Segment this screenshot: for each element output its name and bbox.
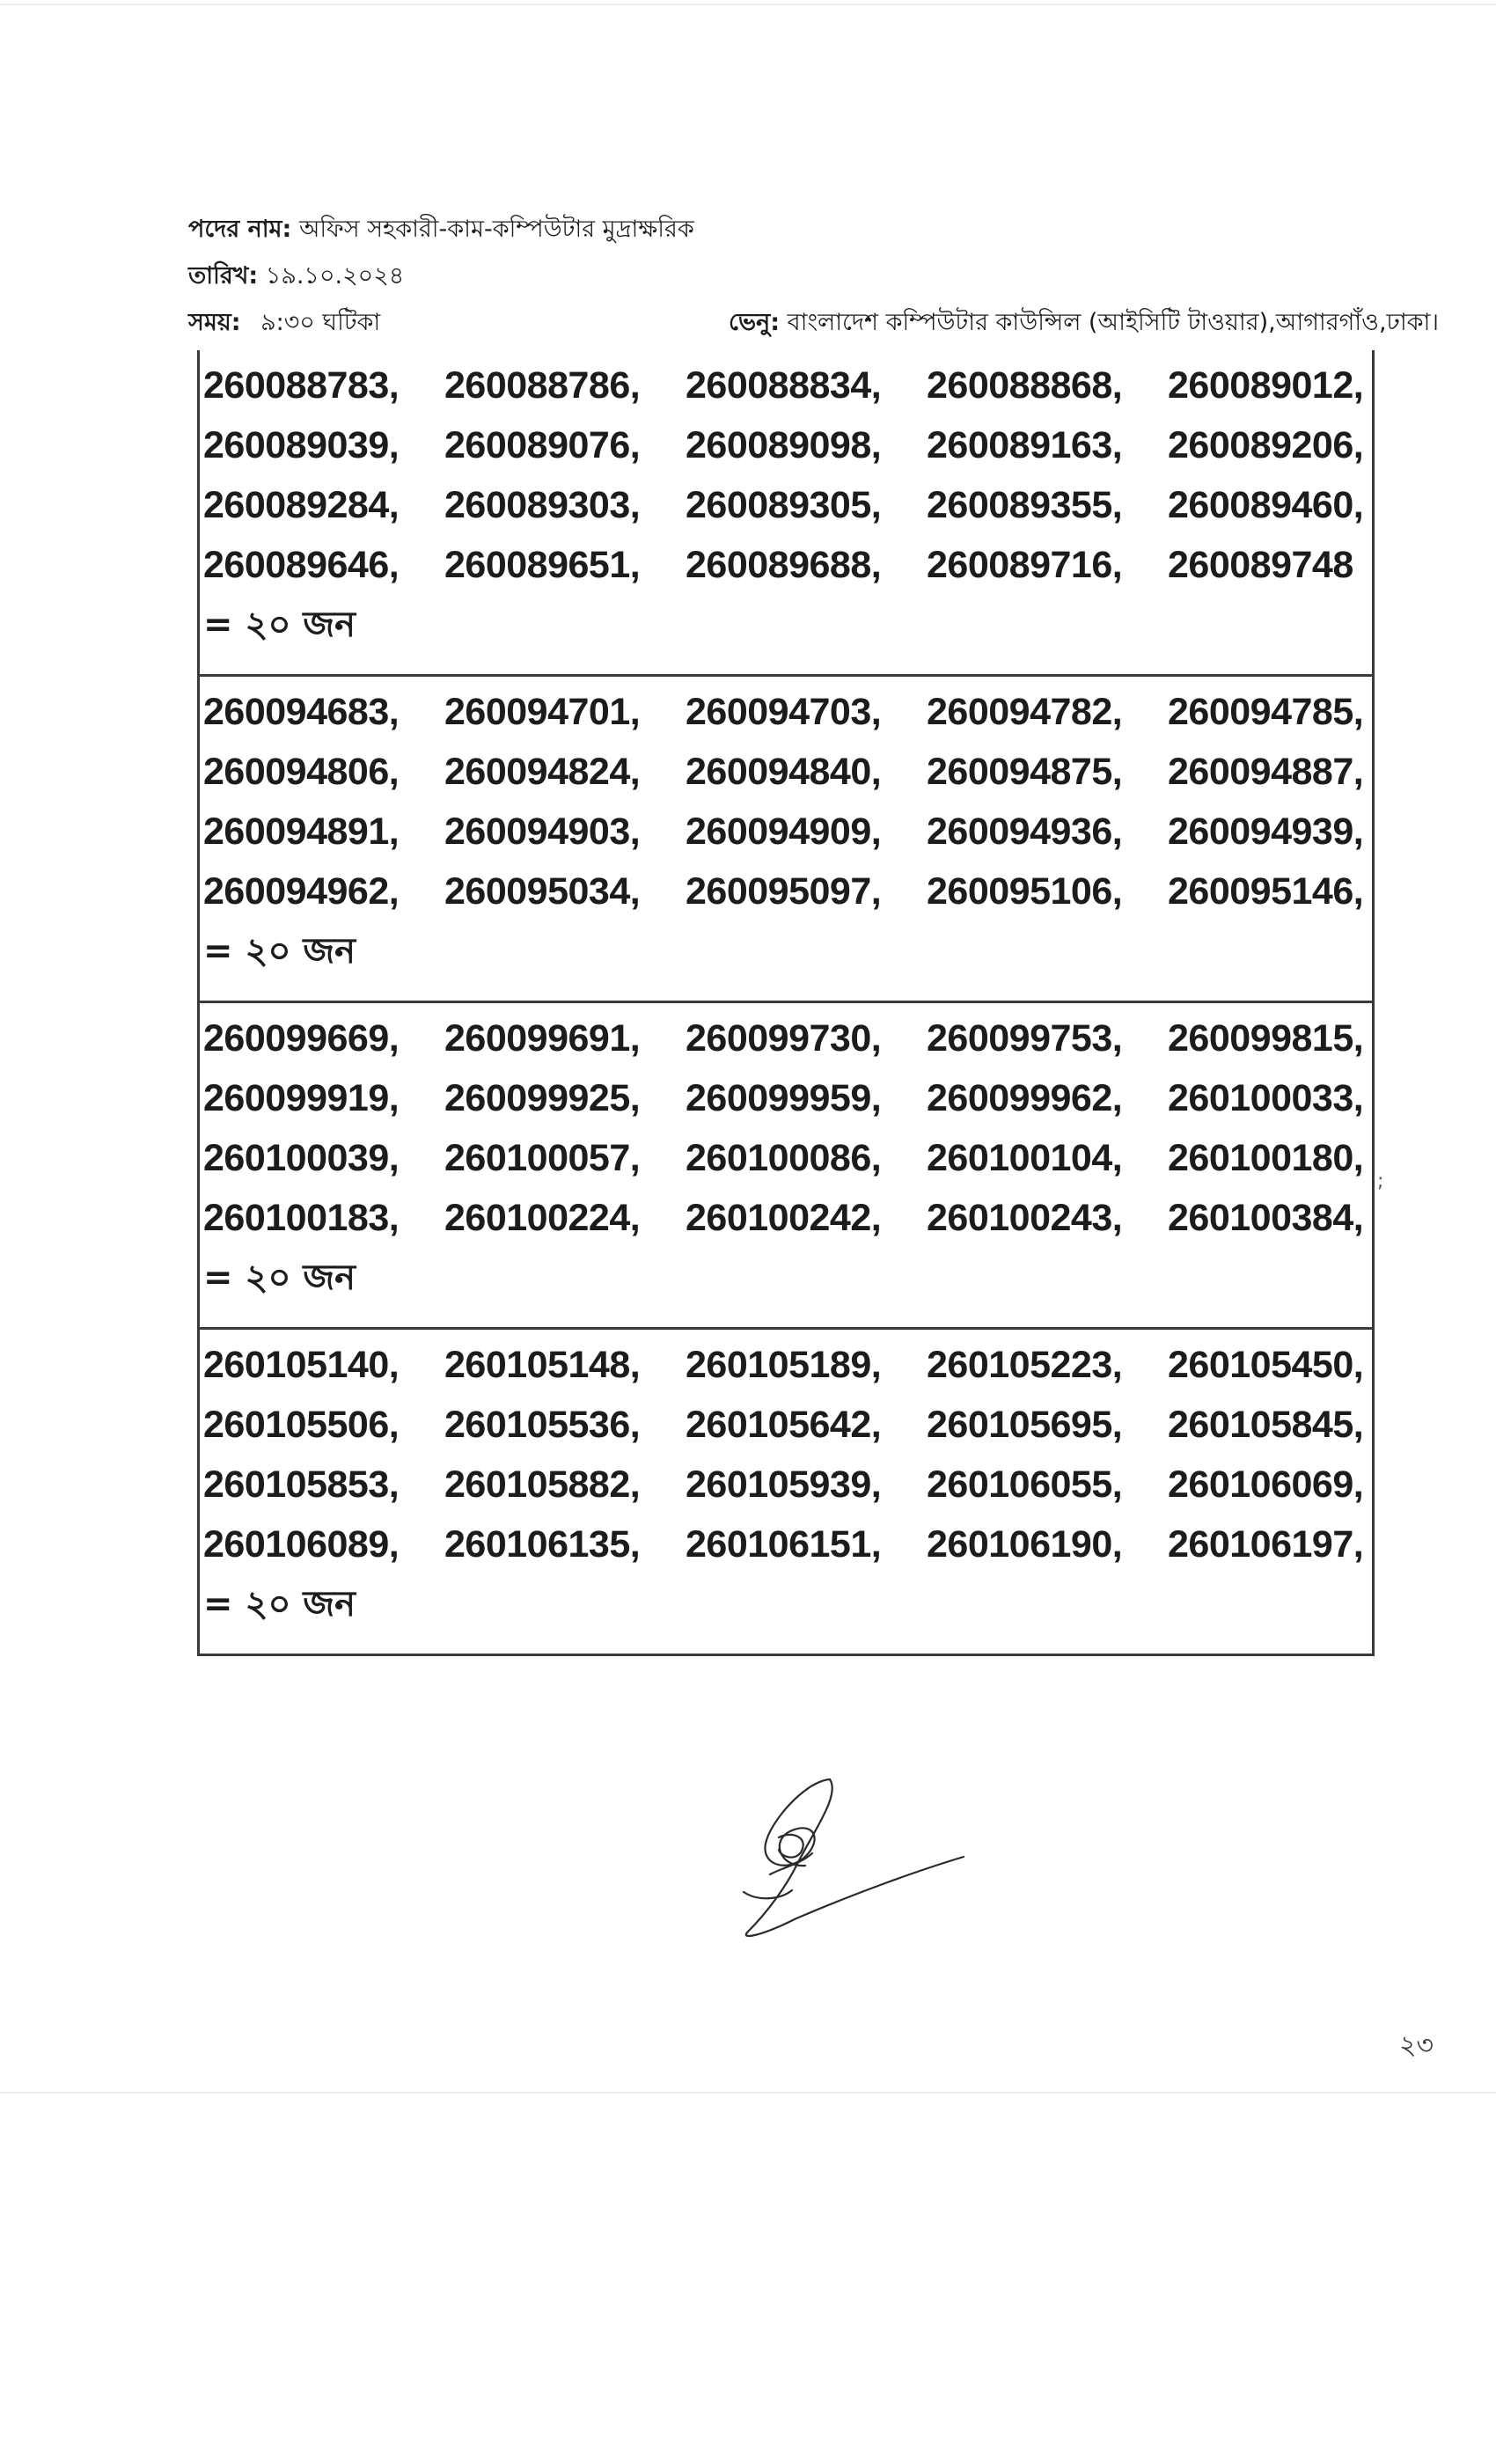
roll-number: 260105536, <box>444 1404 641 1446</box>
roll-number: 260089716, <box>927 544 1123 586</box>
roll-number: 260095097, <box>686 870 882 913</box>
roll-number: 260094903, <box>444 810 641 853</box>
roll-number: 260100180, <box>1168 1137 1364 1179</box>
roll-number: 260105140, <box>203 1344 400 1386</box>
roll-number: 260100104, <box>927 1137 1123 1179</box>
top-page-edge <box>0 4 1496 5</box>
roll-number: 260089305, <box>686 484 882 526</box>
roll-number: 260095146, <box>1168 870 1364 913</box>
roll-number: 260095106, <box>927 870 1123 913</box>
roll-number: 260099962, <box>927 1077 1123 1119</box>
roll-number: 260106069, <box>1168 1463 1364 1506</box>
venue-label: ভেনু: <box>729 309 780 336</box>
time-label: সময়: <box>188 309 241 336</box>
roll-number: 260105189, <box>686 1344 882 1386</box>
roll-number: 260089206, <box>1168 424 1364 466</box>
roll-number: 260089460, <box>1168 484 1364 526</box>
roll-number: 260088783, <box>203 364 400 407</box>
date-label: তারিখ: <box>188 262 259 290</box>
roll-number: 260089688, <box>686 544 882 586</box>
page-number: ২৩ <box>1399 2030 1434 2061</box>
roll-number: 260099815, <box>1168 1017 1364 1060</box>
roll-group <box>197 677 1375 1003</box>
group-total: = ২০ জন <box>203 931 356 972</box>
roll-number: 260089355, <box>927 484 1123 526</box>
roll-number: 260094909, <box>686 810 882 853</box>
roll-number: 260105853, <box>203 1463 400 1506</box>
group-total: = ২০ জন <box>203 1258 356 1298</box>
roll-number: 260094936, <box>927 810 1123 853</box>
roll-number: 260099691, <box>444 1017 641 1060</box>
roll-number: 260105939, <box>686 1463 882 1506</box>
roll-group <box>197 350 1375 677</box>
roll-number: 260099669, <box>203 1017 400 1060</box>
venue-value: বাংলাদেশ কম্পিউটার কাউন্সিল (আইসিটি টাওয়ার),আগারগাঁও,ঢাকা। <box>787 309 1440 336</box>
roll-number: 260094840, <box>686 751 882 793</box>
roll-number: 260106089, <box>203 1523 400 1566</box>
roll-number: 260094785, <box>1168 691 1364 733</box>
roll-number: 260106151, <box>686 1523 882 1566</box>
roll-number: 260105506, <box>203 1404 400 1446</box>
roll-number: 260100242, <box>686 1197 882 1239</box>
roll-number: 260100039, <box>203 1137 400 1179</box>
roll-group <box>197 1003 1375 1330</box>
roll-number: 260105450, <box>1168 1344 1364 1386</box>
roll-number: 260094683, <box>203 691 400 733</box>
roll-number: 260089748 <box>1168 544 1353 586</box>
roll-number: 260100033, <box>1168 1077 1364 1119</box>
roll-number: 260099959, <box>686 1077 882 1119</box>
roll-number: 260099753, <box>927 1017 1123 1060</box>
roll-number: 260099919, <box>203 1077 400 1119</box>
roll-number: 260105845, <box>1168 1404 1364 1446</box>
roll-number: 260088834, <box>686 364 882 407</box>
roll-group <box>197 1330 1375 1656</box>
roll-number: 260100057, <box>444 1137 641 1179</box>
roll-number: 260088786, <box>444 364 641 407</box>
roll-grid <box>203 1008 1409 1248</box>
roll-number: 260094701, <box>444 691 641 733</box>
roll-number: 260099925, <box>444 1077 641 1119</box>
roll-grid <box>203 356 1409 595</box>
post-name-label: পদের নাম: <box>188 216 292 243</box>
roll-number: 260106197, <box>1168 1523 1364 1566</box>
date-line <box>188 258 404 297</box>
roll-number: 260094824, <box>444 751 641 793</box>
roll-number: 260094703, <box>686 691 882 733</box>
roll-number: 260094887, <box>1168 751 1364 793</box>
roll-grid <box>203 682 1409 921</box>
roll-number: 260105148, <box>444 1344 641 1386</box>
roll-number: 260100086, <box>686 1137 882 1179</box>
roll-number: 260106135, <box>444 1523 641 1566</box>
group-total: = ২০ জন <box>203 605 356 645</box>
time-line <box>188 304 380 344</box>
roll-number: 260089163, <box>927 424 1123 466</box>
roll-number: 260094875, <box>927 751 1123 793</box>
roll-number: 260089651, <box>444 544 641 586</box>
roll-number-table <box>197 350 1375 1656</box>
roll-number: 260089303, <box>444 484 641 526</box>
bottom-page-edge <box>0 2092 1496 2094</box>
roll-number: 260089284, <box>203 484 400 526</box>
roll-number: 260094939, <box>1168 810 1364 853</box>
roll-number: 260100183, <box>203 1197 400 1239</box>
roll-number: 260089076, <box>444 424 641 466</box>
date-value: ১৯.১০.২০২৪ <box>265 262 405 290</box>
roll-number: 260105882, <box>444 1463 641 1506</box>
roll-number: 260089646, <box>203 544 400 586</box>
roll-number: 260088868, <box>927 364 1123 407</box>
roll-number: 260099730, <box>686 1017 882 1060</box>
roll-number: 260106190, <box>927 1523 1123 1566</box>
venue-line <box>729 304 1439 344</box>
roll-number: 260100243, <box>927 1197 1123 1239</box>
roll-number: 260100384, <box>1168 1197 1364 1239</box>
roll-number: 260094962, <box>203 870 400 913</box>
roll-number: 260105642, <box>686 1404 882 1446</box>
roll-number: 260089039, <box>203 424 400 466</box>
margin-tick: ; <box>1377 1170 1384 1192</box>
roll-number: 260100224, <box>444 1197 641 1239</box>
roll-number: 260094806, <box>203 751 400 793</box>
time-value: ৯:৩০ ঘটিকা <box>260 309 381 336</box>
roll-number: 260105223, <box>927 1344 1123 1386</box>
roll-number: 260094891, <box>203 810 400 853</box>
roll-number: 260095034, <box>444 870 641 913</box>
roll-number: 260105695, <box>927 1404 1123 1446</box>
signature <box>717 1769 981 1948</box>
group-total: = ২০ জন <box>203 1584 356 1624</box>
roll-number: 260094782, <box>927 691 1123 733</box>
roll-number: 260089098, <box>686 424 882 466</box>
roll-grid <box>203 1335 1409 1574</box>
roll-number: 260106055, <box>927 1463 1123 1506</box>
roll-number: 260089012, <box>1168 364 1364 407</box>
post-name-value: অফিস সহকারী-কাম-কম্পিউটার মুদ্রাক্ষরিক <box>298 216 694 243</box>
post-name-line <box>188 211 694 251</box>
